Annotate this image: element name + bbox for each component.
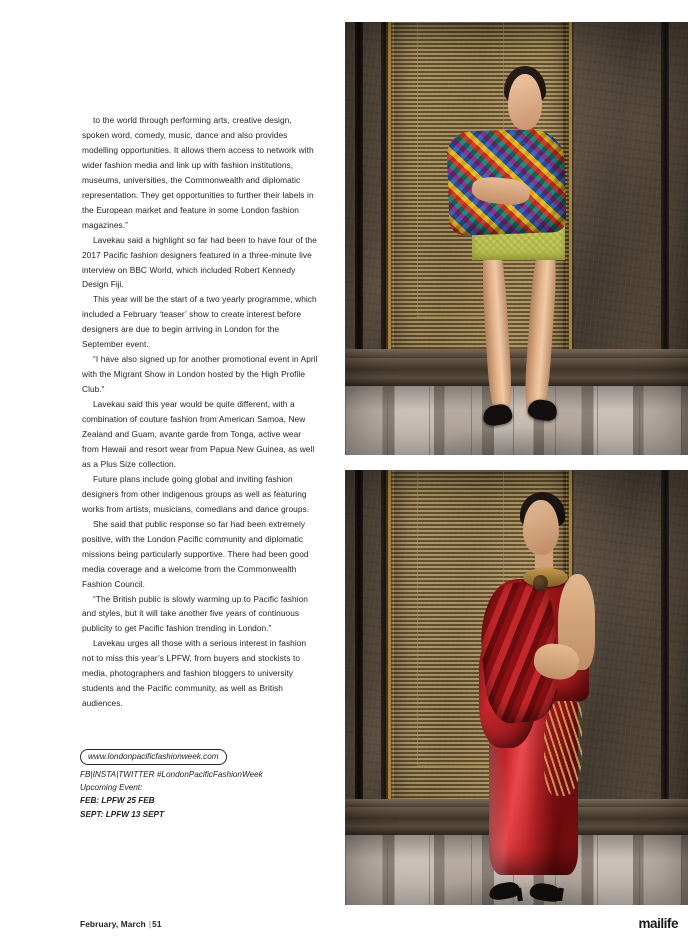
masthead-logo: mailife [638, 916, 678, 931]
event-date-february: FEB: LPFW 25 FEB [80, 796, 155, 806]
contact-block [80, 746, 330, 821]
model-leg-right [523, 234, 560, 420]
fashion-photo-top [345, 22, 688, 455]
website-url-boxed[interactable]: www.londonpacificfashionweek.com [80, 749, 227, 765]
gown-gold-embroidery [544, 701, 582, 797]
article-paragraph: Lavekau said a highlight so far had been to have four of the 2017 Pacific fashion designers featured in a three-minute live interview on BBC World, which included Robert Kennedy Design Fiji. [82, 234, 317, 290]
article-paragraph: Future plans include going global and inviting fashion designers from other indigenous groups as well as featuring works from artists, musicians, comedians and dance groups. [82, 473, 310, 514]
upcoming-event-label: Upcoming Event: [80, 782, 143, 792]
social-handles: FB|INSTA|TWITTER #LondonPacificFashionWeek [80, 769, 263, 779]
footer-issue-line [80, 919, 162, 929]
model-legs [482, 234, 554, 420]
article-text-column [82, 113, 320, 711]
model-leg-left [480, 234, 514, 418]
fashion-photo-bottom [345, 470, 688, 905]
article-paragraph: to the world through performing arts, creative design, spoken word, comedy, music, dance and also provides modelling opportunities. It allows them access to network with wider fashion media and link up with fashion institutions, museums, universities, the Commonwealth and diplomatic representation. They get opportunities to further their labels in the European market and feature in some London fashion magazines.” [82, 115, 314, 230]
article-paragraph: “I have also signed up for another promotional event in April with the Migrant Show in London hosted by the High Profile Club.” [82, 354, 318, 395]
model-head [523, 500, 559, 554]
article-paragraph: She said that public response so far had been extremely positive, with the London Pacific community and diplomatic missions being particularly supportive. There had been good media coverage and a welcome from the Commonwealth Fashion Council. [82, 518, 309, 589]
article-paragraph: Lavekau urges all those with a serious interest in fashion not to miss this year’s LPFW, from buyers and stockists to media, photographers and fashion bloggers to university students and the Pacific community, as well as British audiences. [82, 638, 307, 709]
article-paragraph: This year will be the start of a two yearly programme, which included a February ‘teaser’ show to create interest before designers are due to begin arriving in London for the September event. [82, 294, 317, 350]
article-paragraph: Lavekau said this year would be quite different, with a combination of couture fashion from American Samoa, New Zealand and Guam, avante garde from Tonga, active wear from Hawaii and resort wear from Papua New Guinea, as well as a Plus Size collection. [82, 399, 315, 469]
model-head [508, 74, 542, 130]
event-date-september: SEPT: LPFW 13 SEPT [80, 809, 165, 819]
article-paragraph: “The British public is slowly warming up to Pacific fashion and styles, but it will take another five years of continuous publicity to get Pacific fashion trending in London.” [82, 593, 308, 634]
footer-separator: | [148, 919, 152, 929]
footer-page-number: 51 [152, 919, 162, 929]
footer-issue-date: February, March [80, 919, 146, 929]
